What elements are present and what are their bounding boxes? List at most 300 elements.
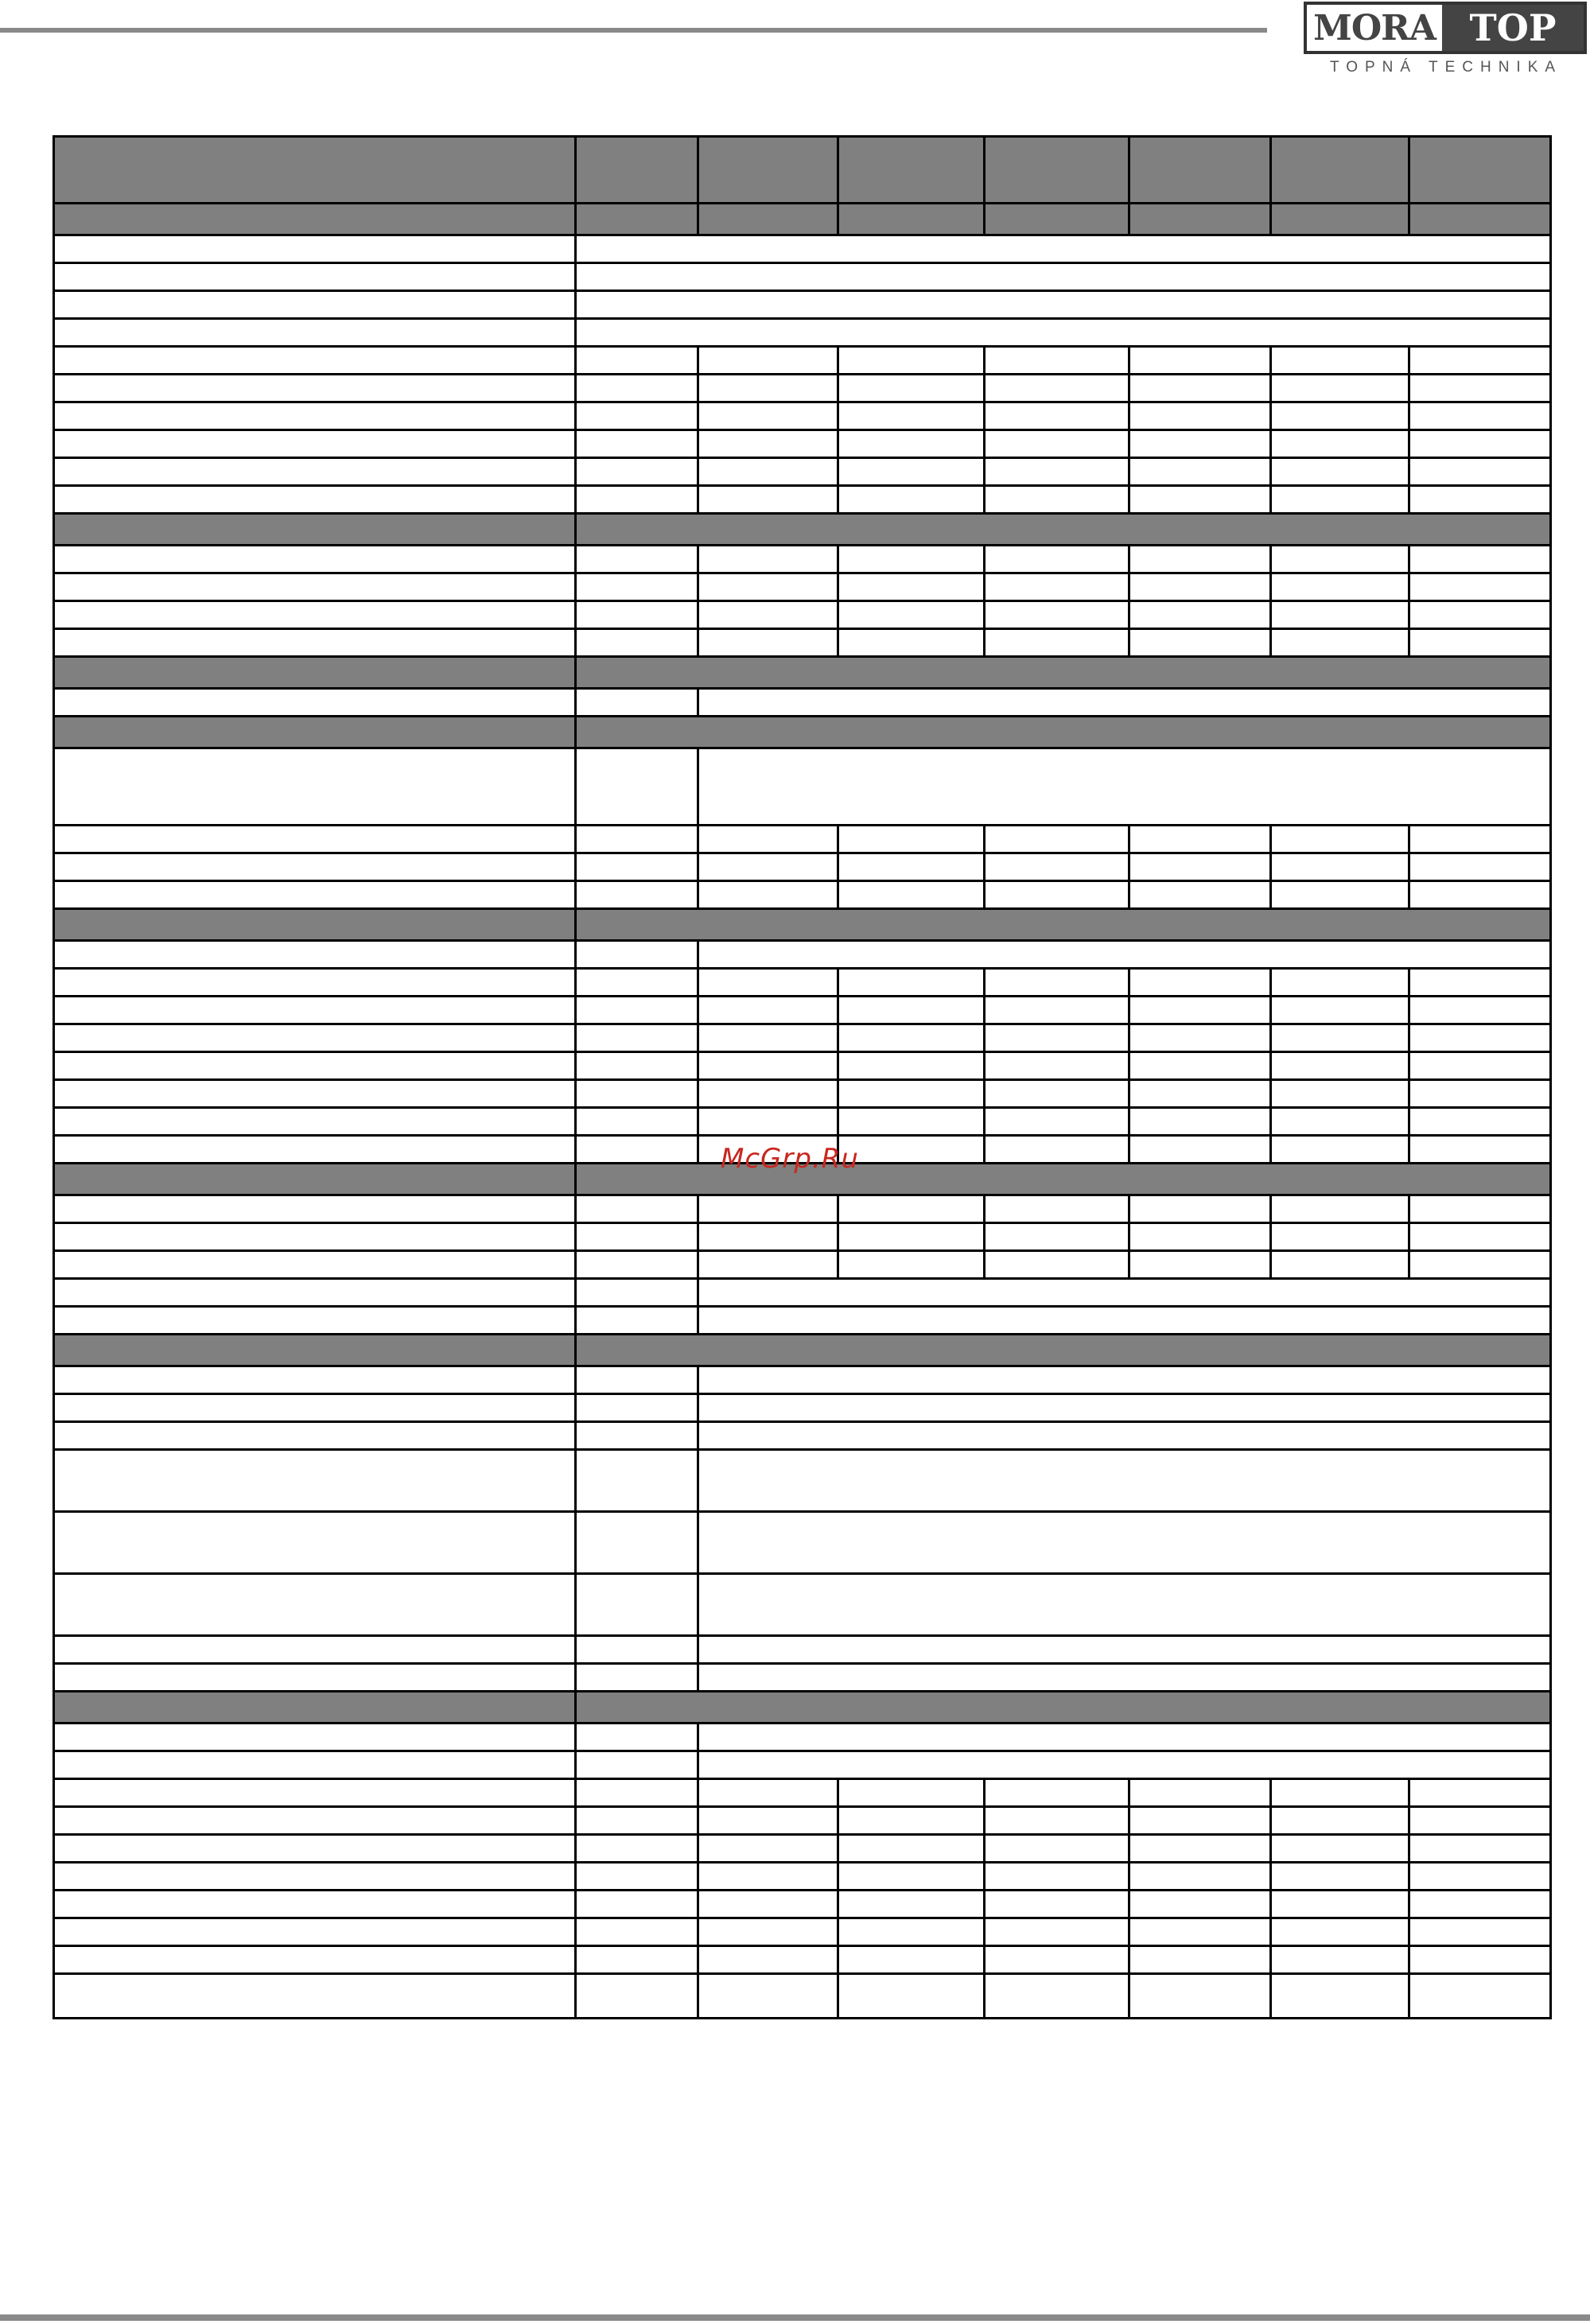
value-cell: [1271, 1918, 1409, 1946]
table-row: [54, 1052, 1551, 1080]
row-label-cell: [54, 402, 576, 430]
value-cell: [576, 969, 698, 997]
value-cell: [1409, 1136, 1551, 1164]
footer-rule: [0, 2314, 1590, 2321]
table-row: [54, 1080, 1551, 1108]
value-cell: [698, 689, 1551, 717]
value-cell: [985, 1251, 1129, 1279]
value-cell: [1271, 1779, 1409, 1807]
value-cell: [698, 1779, 838, 1807]
row-label-cell: [54, 1664, 576, 1692]
table-row: [54, 689, 1551, 717]
value-cell: [576, 1251, 698, 1279]
value-cell: [1129, 1223, 1271, 1251]
value-cell: [985, 853, 1129, 881]
row-label-cell: [54, 235, 576, 263]
value-cell: [838, 430, 985, 458]
value-cell: [1129, 347, 1271, 375]
section-row: [54, 909, 1551, 941]
row-label-cell: [54, 657, 576, 689]
section-row: [54, 717, 1551, 748]
table-row: [54, 347, 1551, 375]
value-cell: [698, 573, 838, 601]
value-cell: [1409, 969, 1551, 997]
value-cell: [576, 1636, 698, 1664]
value-cell: [838, 1136, 985, 1164]
value-cell: [1271, 881, 1409, 909]
value-cell: [1271, 1946, 1409, 1974]
value-cell: [1409, 402, 1551, 430]
row-label-cell: [54, 1863, 576, 1891]
value-cell: [576, 657, 1551, 689]
value-cell: [1409, 1974, 1551, 2019]
value-cell: [1409, 1052, 1551, 1080]
table-row: [54, 1450, 1551, 1512]
value-cell: [698, 347, 838, 375]
value-cell: [576, 514, 1551, 546]
value-cell: [1271, 573, 1409, 601]
spec-table-body: [54, 137, 1551, 2019]
table-row: [54, 1195, 1551, 1223]
value-cell: [838, 402, 985, 430]
value-cell: [1129, 1251, 1271, 1279]
spec-table: [52, 135, 1552, 2019]
value-cell: [1129, 375, 1271, 402]
value-cell: [838, 546, 985, 573]
row-label-cell: [54, 1307, 576, 1335]
value-cell: [985, 881, 1129, 909]
table-row: [54, 1751, 1551, 1779]
table-row: [54, 375, 1551, 402]
row-label-cell: [54, 1394, 576, 1422]
value-cell: [576, 1918, 698, 1946]
value-cell: [698, 853, 838, 881]
value-cell: [838, 1024, 985, 1052]
table-row: [54, 1724, 1551, 1751]
value-cell: [698, 1574, 1551, 1636]
value-cell: [698, 1918, 838, 1946]
value-cell: [1409, 1891, 1551, 1918]
value-cell: [985, 430, 1129, 458]
value-cell: [838, 853, 985, 881]
value-cell: [985, 402, 1129, 430]
table-row: [54, 1512, 1551, 1574]
value-cell: [576, 458, 698, 486]
value-cell: [1271, 997, 1409, 1024]
value-cell: [985, 601, 1129, 629]
value-cell: [985, 573, 1129, 601]
row-label-cell: [54, 319, 576, 347]
row-label-cell: [54, 291, 576, 319]
value-cell: [698, 1636, 1551, 1664]
value-cell: [576, 1835, 698, 1863]
table-row: [54, 486, 1551, 514]
value-cell: [838, 969, 985, 997]
value-cell: [698, 458, 838, 486]
value-cell: [838, 137, 985, 204]
table-row: [54, 1636, 1551, 1664]
value-cell: [1129, 137, 1271, 204]
value-cell: [1271, 347, 1409, 375]
row-label-cell: [54, 941, 576, 969]
value-cell: [576, 1574, 698, 1636]
row-label-cell: [54, 601, 576, 629]
value-cell: [1129, 601, 1271, 629]
value-cell: [1129, 1136, 1271, 1164]
value-cell: [1129, 969, 1271, 997]
value-cell: [1409, 601, 1551, 629]
value-cell: [576, 1779, 698, 1807]
value-cell: [1271, 402, 1409, 430]
value-cell: [576, 1807, 698, 1835]
value-cell: [698, 748, 1551, 826]
row-label-cell: [54, 1052, 576, 1080]
value-cell: [1409, 204, 1551, 235]
value-cell: [698, 1422, 1551, 1450]
value-cell: [985, 1052, 1129, 1080]
value-cell: [1271, 1835, 1409, 1863]
value-cell: [838, 1052, 985, 1080]
value-cell: [985, 546, 1129, 573]
value-cell: [1409, 1195, 1551, 1223]
value-cell: [838, 1974, 985, 2019]
value-cell: [985, 458, 1129, 486]
value-cell: [576, 347, 698, 375]
value-cell: [576, 1512, 698, 1574]
value-cell: [576, 291, 1551, 319]
value-cell: [576, 629, 698, 657]
row-label-cell: [54, 375, 576, 402]
value-cell: [1271, 601, 1409, 629]
table-row: [54, 748, 1551, 826]
value-cell: [576, 137, 698, 204]
table-row: [54, 1891, 1551, 1918]
table-row: [54, 1574, 1551, 1636]
row-label-cell: [54, 486, 576, 514]
watermark-text: McGrp.Ru: [721, 1143, 859, 1175]
value-cell: [985, 1835, 1129, 1863]
value-cell: [698, 1664, 1551, 1692]
value-cell: [698, 1366, 1551, 1394]
value-cell: [1409, 629, 1551, 657]
row-label-cell: [54, 1080, 576, 1108]
value-cell: [698, 1052, 838, 1080]
value-cell: [838, 1946, 985, 1974]
value-cell: [576, 204, 698, 235]
value-cell: [1271, 1251, 1409, 1279]
value-cell: [698, 1108, 838, 1136]
table-row: [54, 1422, 1551, 1450]
table-row: [54, 1366, 1551, 1394]
logo-box: [1304, 2, 1587, 54]
value-cell: [576, 1279, 698, 1307]
row-label-cell: [54, 1279, 576, 1307]
value-cell: [1271, 1807, 1409, 1835]
value-cell: [1129, 1080, 1271, 1108]
value-cell: [698, 826, 838, 853]
value-cell: [698, 204, 838, 235]
value-cell: [838, 486, 985, 514]
value-cell: [698, 402, 838, 430]
row-label-cell: [54, 717, 576, 748]
value-cell: [1129, 458, 1271, 486]
value-cell: [576, 1891, 698, 1918]
value-cell: [838, 347, 985, 375]
table-row: [54, 941, 1551, 969]
value-cell: [1409, 1946, 1551, 1974]
row-label-cell: [54, 573, 576, 601]
value-cell: [1409, 1108, 1551, 1136]
value-cell: [576, 1664, 698, 1692]
value-cell: [1271, 430, 1409, 458]
value-cell: [576, 1335, 1551, 1366]
value-cell: [576, 402, 698, 430]
value-cell: [838, 601, 985, 629]
row-label-cell: [54, 1108, 576, 1136]
value-cell: [985, 1891, 1129, 1918]
value-cell: [1409, 1779, 1551, 1807]
value-cell: [1409, 1863, 1551, 1891]
value-cell: [576, 997, 698, 1024]
row-label-cell: [54, 1251, 576, 1279]
row-label-cell: [54, 430, 576, 458]
value-cell: [985, 1974, 1129, 2019]
value-cell: [576, 1080, 698, 1108]
value-cell: [985, 997, 1129, 1024]
value-cell: [576, 826, 698, 853]
value-cell: [1409, 546, 1551, 573]
value-cell: [698, 1724, 1551, 1751]
value-cell: [1271, 137, 1409, 204]
value-cell: [985, 137, 1129, 204]
value-cell: [576, 1136, 698, 1164]
table-row: [54, 1024, 1551, 1052]
value-cell: [1129, 430, 1271, 458]
row-label-cell: [54, 826, 576, 853]
value-cell: [576, 601, 698, 629]
table-row: [54, 1779, 1551, 1807]
value-cell: [838, 1835, 985, 1863]
value-cell: [1129, 1891, 1271, 1918]
value-cell: [576, 881, 698, 909]
value-cell: [698, 629, 838, 657]
row-label-cell: [54, 458, 576, 486]
value-cell: [1129, 1835, 1271, 1863]
section-row: [54, 1692, 1551, 1724]
table-row: [54, 1394, 1551, 1422]
value-cell: [1271, 1223, 1409, 1251]
table-row: [54, 601, 1551, 629]
table-row: [54, 458, 1551, 486]
table-row: [54, 1307, 1551, 1335]
value-cell: [1129, 881, 1271, 909]
value-cell: [698, 1450, 1551, 1512]
value-cell: [985, 1108, 1129, 1136]
brand-logo: [1302, 0, 1590, 80]
value-cell: [1129, 853, 1271, 881]
value-cell: [838, 458, 985, 486]
value-cell: [1271, 1136, 1409, 1164]
value-cell: [838, 204, 985, 235]
value-cell: [576, 1394, 698, 1422]
value-cell: [985, 1946, 1129, 1974]
value-cell: [576, 941, 698, 969]
row-label-cell: [54, 881, 576, 909]
value-cell: [576, 1751, 698, 1779]
table-row: [54, 826, 1551, 853]
value-cell: [838, 997, 985, 1024]
value-cell: [1409, 137, 1551, 204]
value-cell: [1129, 546, 1271, 573]
value-cell: [985, 204, 1129, 235]
table-row: [54, 1863, 1551, 1891]
value-cell: [698, 375, 838, 402]
value-cell: [985, 1024, 1129, 1052]
row-label-cell: [54, 1195, 576, 1223]
value-cell: [1129, 573, 1271, 601]
row-label-cell: [54, 347, 576, 375]
value-cell: [1129, 629, 1271, 657]
value-cell: [985, 1863, 1129, 1891]
row-label-cell: [54, 546, 576, 573]
value-cell: [1129, 204, 1271, 235]
value-cell: [1271, 629, 1409, 657]
value-cell: [1409, 1223, 1551, 1251]
value-cell: [1271, 1052, 1409, 1080]
value-cell: [985, 969, 1129, 997]
row-label-cell: [54, 1450, 576, 1512]
value-cell: [1271, 1024, 1409, 1052]
value-cell: [1129, 1807, 1271, 1835]
value-cell: [985, 1918, 1129, 1946]
row-label-cell: [54, 1692, 576, 1724]
value-cell: [698, 881, 838, 909]
value-cell: [576, 1863, 698, 1891]
value-cell: [698, 1863, 838, 1891]
row-label-cell: [54, 853, 576, 881]
value-cell: [838, 629, 985, 657]
value-cell: [838, 1080, 985, 1108]
value-cell: [1271, 853, 1409, 881]
row-label-cell: [54, 1751, 576, 1779]
row-label-cell: [54, 1512, 576, 1574]
value-cell: [576, 1052, 698, 1080]
table-row: [54, 263, 1551, 291]
value-cell: [576, 1692, 1551, 1724]
table-row: [54, 1108, 1551, 1136]
row-label-cell: [54, 1779, 576, 1807]
value-cell: [576, 1450, 698, 1512]
row-label-cell: [54, 1574, 576, 1636]
value-cell: [698, 1024, 838, 1052]
value-cell: [698, 1835, 838, 1863]
value-cell: [985, 1195, 1129, 1223]
value-cell: [985, 1779, 1129, 1807]
value-cell: [576, 1307, 698, 1335]
value-cell: [1129, 402, 1271, 430]
table-row: [54, 204, 1551, 235]
value-cell: [1271, 969, 1409, 997]
value-cell: [838, 1223, 985, 1251]
table-row: [54, 629, 1551, 657]
header-rule: [0, 28, 1267, 33]
value-cell: [1409, 486, 1551, 514]
row-label-cell: [54, 1918, 576, 1946]
value-cell: [1409, 430, 1551, 458]
value-cell: [1129, 826, 1271, 853]
row-label-cell: [54, 1974, 576, 2019]
table-row: [54, 1279, 1551, 1307]
value-cell: [985, 1136, 1129, 1164]
value-cell: [1271, 1195, 1409, 1223]
row-label-cell: [54, 1946, 576, 1974]
row-label-cell: [54, 748, 576, 826]
row-label-cell: [54, 514, 576, 546]
table-row: [54, 291, 1551, 319]
value-cell: [1409, 1918, 1551, 1946]
value-cell: [698, 430, 838, 458]
value-cell: [985, 1807, 1129, 1835]
section-row: [54, 657, 1551, 689]
value-cell: [838, 1863, 985, 1891]
row-label-cell: [54, 1024, 576, 1052]
value-cell: [838, 1195, 985, 1223]
value-cell: [1409, 881, 1551, 909]
table-row: [54, 137, 1551, 204]
table-row: [54, 1807, 1551, 1835]
row-label-cell: [54, 1636, 576, 1664]
value-cell: [1271, 458, 1409, 486]
value-cell: [576, 689, 698, 717]
value-cell: [1129, 486, 1271, 514]
value-cell: [838, 881, 985, 909]
table-row: [54, 881, 1551, 909]
table-row: [54, 430, 1551, 458]
value-cell: [698, 1279, 1551, 1307]
value-cell: [576, 1024, 698, 1052]
row-label-cell: [54, 263, 576, 291]
value-cell: [1129, 997, 1271, 1024]
value-cell: [985, 486, 1129, 514]
value-cell: [576, 1974, 698, 2019]
value-cell: [838, 375, 985, 402]
value-cell: [698, 1807, 838, 1835]
value-cell: [1271, 1108, 1409, 1136]
table-row: [54, 546, 1551, 573]
table-row: [54, 853, 1551, 881]
value-cell: [838, 1891, 985, 1918]
section-row: [54, 1335, 1551, 1366]
value-cell: [698, 486, 838, 514]
value-cell: [576, 1946, 698, 1974]
row-label-cell: [54, 689, 576, 717]
value-cell: [698, 1512, 1551, 1574]
table-row: [54, 319, 1551, 347]
value-cell: [576, 486, 698, 514]
value-cell: [576, 1366, 698, 1394]
row-label-cell: [54, 204, 576, 235]
value-cell: [698, 969, 838, 997]
value-cell: [1271, 1863, 1409, 1891]
value-cell: [698, 137, 838, 204]
value-cell: [576, 430, 698, 458]
value-cell: [698, 1251, 838, 1279]
value-cell: [1271, 204, 1409, 235]
table-row: [54, 235, 1551, 263]
value-cell: [1409, 1835, 1551, 1863]
row-label-cell: [54, 629, 576, 657]
logo-mora-text: MORA: [1313, 7, 1436, 49]
